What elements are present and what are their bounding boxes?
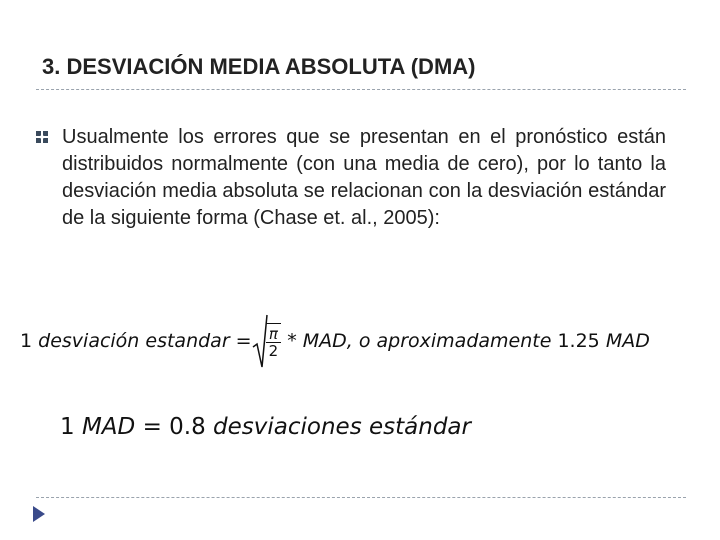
formula2-equals: =: [142, 414, 162, 440]
triangle-right-icon[interactable]: [32, 505, 46, 523]
sqrt-pi-over-2: [252, 313, 282, 369]
formula2-value: 0.8: [169, 414, 206, 440]
top-divider: [36, 89, 686, 90]
fancy-bullet-icon: [35, 130, 49, 144]
formula2-left-unit: MAD: [81, 414, 136, 440]
formula-std-dev: [20, 312, 650, 370]
formula1-mad: MAD,: [302, 330, 353, 352]
formula1-multiply: *: [287, 330, 297, 352]
formula1-right-value: 1.25: [557, 330, 600, 352]
bottom-divider: [36, 497, 686, 498]
formula1-left-number: 1: [20, 330, 33, 352]
bullet-paragraph: Usualmente los errores que se presentan en el pronóstico están distribuidos normalmente (con una media de cero), por lo tanto la desviación media absoluta se relacionan con la desviación estándar de la siguiente forma (Chase et. al., 2005):: [62, 126, 666, 229]
fraction-denominator: 2: [268, 342, 279, 360]
formula-mad: [60, 414, 471, 440]
formula1-right-text: o aproximadamente: [358, 330, 552, 352]
slide-title: 3. DESVIACIÓN MEDIA ABSOLUTA (DMA): [42, 54, 476, 79]
formula1-equals: =: [235, 330, 252, 352]
formula2-left-number: 1: [60, 414, 75, 440]
formula1-right-unit: MAD: [605, 330, 650, 352]
fraction: [266, 323, 282, 359]
formula2-text: desviaciones estándar: [213, 414, 471, 440]
fraction-numerator: π: [266, 326, 281, 343]
formula1-left-text: desviación estandar: [38, 330, 230, 352]
